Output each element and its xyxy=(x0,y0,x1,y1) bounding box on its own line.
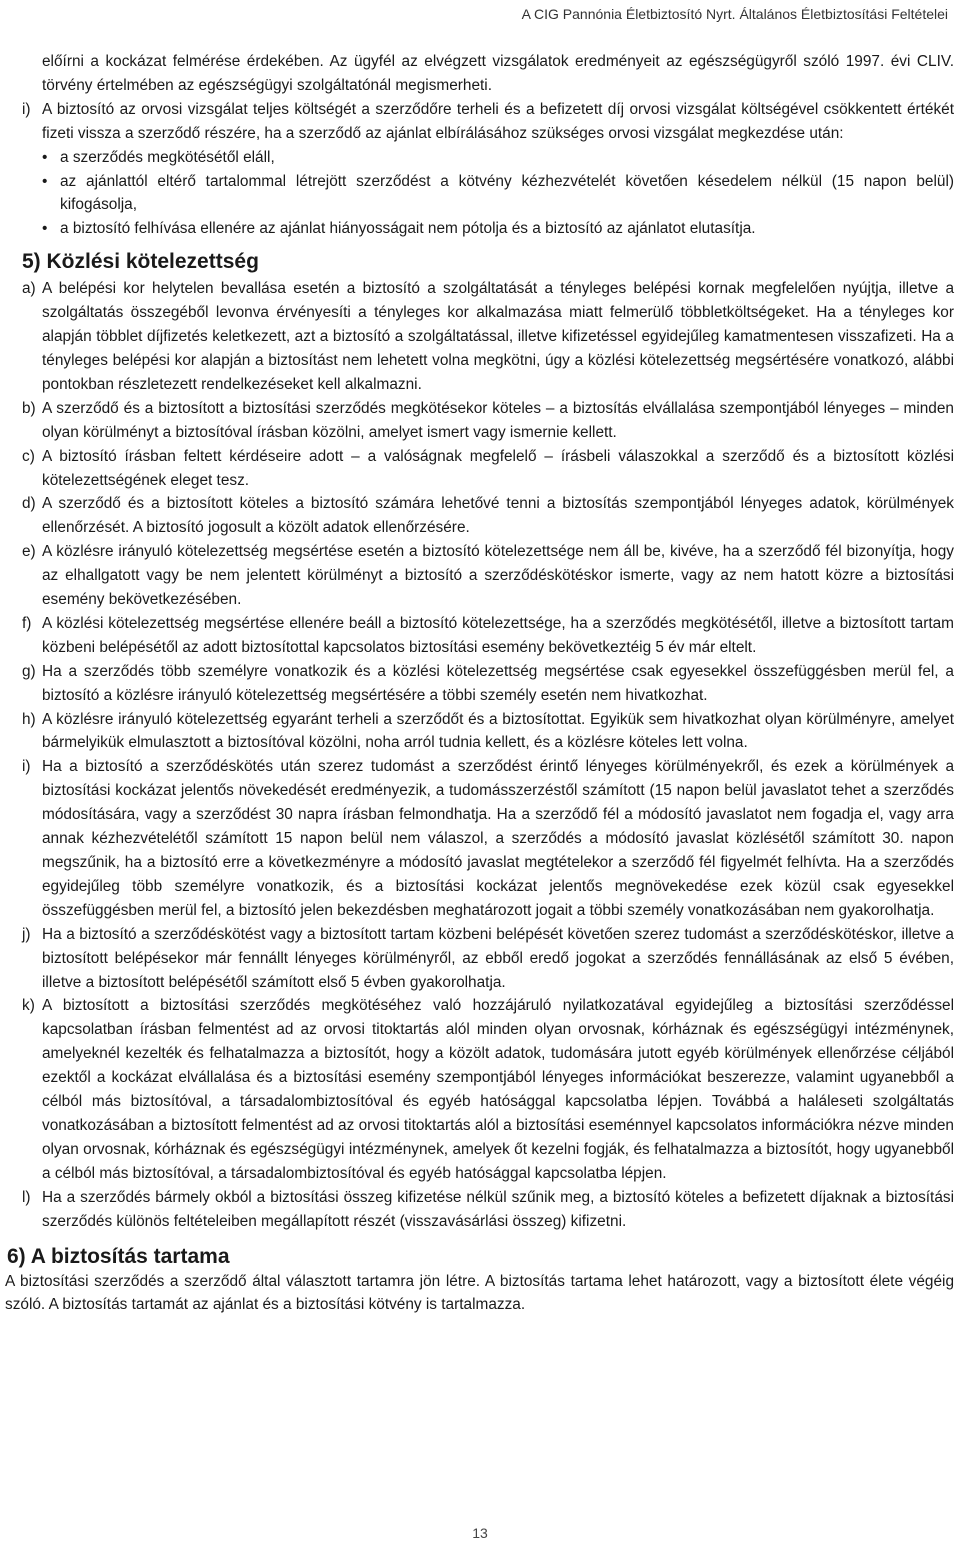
section-item-g xyxy=(22,660,954,708)
item-label: c) xyxy=(22,447,35,465)
page-header: A CIG Pannónia Életbiztosító Nyrt. Általános Életbiztosítási Feltételei xyxy=(521,6,948,22)
item-label: i) xyxy=(22,100,31,118)
section-item-j xyxy=(22,923,954,995)
item-text: A szerződő és a biztosított a biztosítási szerződés megkötésekor köteles – a biztosítás elvállalása szempontjából lényeges – minden olyan körülményt a biztosítóval írásban közölni, amelyet ismert vagy ismernie kellett. xyxy=(42,399,954,441)
item-label: f) xyxy=(22,614,32,632)
item-text: Ha a szerződés több személyre vonatkozik és a közlési kötelezettség megsértése csak egyesekkel összefüggésben merül fel, a biztosító a közlésre irányuló kötelezettség megsértésére a többi személy esetén nem hivatkozhat. xyxy=(42,662,954,704)
item-text: A közlésre irányuló kötelezettség megsértése esetén a biztosító kötelezettsége nem áll be, kivéve, ha a szerződő fél bizonyítja, hogy az elhallgatott vagy be nem jelentett körülményt a biztosító a szerződéskötéskor ismerte, vagy az nem hatott közre a biztosítási esemény bekövetkezésében. xyxy=(42,543,954,609)
section-item-f xyxy=(22,612,954,660)
section-item-b xyxy=(22,397,954,445)
section-item-i xyxy=(22,755,954,922)
item-text: A biztosított a biztosítási szerződés megkötéséhez való hozzájáruló nyilatkozatával egyidejűleg a biztosítási szerződéssel kapcsolatban írásban felmentést ad az orvosi titoktartás alól minden olyan orvosnak, kórháznak és egészségügyi intézménynek, amelyeknél kezelték és felhatalmazza a biztosítót, hogy a közölt adatok, tudomására jutott egyéb körülmények ellenőrzése céljából ezektől a kockázat elvállalása és a biztosítási esemény szempontjából lényeges információkat beszerezze, valamint ugyanebből a célból más biztosítóval, a társadalombiztosítóval és egyéb hatósággal kapcsolatba lépjen. Továbbá a haláleseti szolgáltatás vonatkozásában a biztosított felmentést ad az orvosi titoktartás alól a biztosítási eseménnyel kapcsolatos információkra nézve minden olyan orvosnak, kórháznak és egészségügyi intézménynek, amelyek őt kezelni fogják, és felhatalmazza a biztosítót, hogy ugyanebből a célból más biztosítóval, a társadalombiztosítóval és egyéb hatósággal kapcsolatba lépjen. xyxy=(42,997,954,1182)
bullet-icon: • xyxy=(42,220,48,238)
section-5-items xyxy=(22,277,954,1233)
section-item-k xyxy=(22,994,954,1185)
list-item xyxy=(42,146,954,170)
section-item-e xyxy=(22,540,954,612)
intro-continuation: előírni a kockázat felmérése érdekében. Az ügyfél az elvégzett vizsgálatok eredményeit az egészségügyről szóló 1997. évi CLIV. törvény értelmében az egészségügyi szolgáltatónál megismerheti. xyxy=(42,53,954,94)
bullet-text: a biztosító felhívása ellenére az ajánlat hiányosságait nem pótolja és a biztosító az ajánlatot elutasítja. xyxy=(60,220,756,238)
item-text: Ha a biztosító a szerződéskötés után szerez tudomást a szerződést érintő lényeges körülményekről, és ezek a körülmények a biztosítási kockázat jelentős növekedését eredményezik, a tudomásszerzéstől számított (15 napon belül javaslatot tehet a szerződés módosítására, vagy a szerződést 30 napra írásban felmondhatja. Ha a szerződő fél a módosító javaslatot nem fogadja el, vagy arra annak kézhezvételétől számított 15 napon belül nem válaszol, a szerződés a módosító javaslat közlésétől számított 30. napon megszűnik, ha a biztosító erre a következményre a módosító javaslat megtételekor a szerződő fél figyelmét felhívta. Ha a szerződés egyidejűleg több személyre vonatkozik, és a biztosítási kockázat jelentős megnövekedése ezek közül csak egyesekkel összefüggésben merül fel, a biztosító jelen bekezdésben meghatározott jogait a többi személy vonatkozásában nem gyakorolhatja. xyxy=(42,758,954,919)
item-label: b) xyxy=(22,399,36,417)
intro-item-i xyxy=(22,98,954,146)
page-number: 13 xyxy=(472,1525,488,1541)
bullet-text: a szerződés megkötésétől eláll, xyxy=(60,148,275,166)
item-label: h) xyxy=(22,710,36,728)
bullet-text: az ajánlattól eltérő tartalommal létrejött szerződést a kötvény kézhezvételét követően késedelem nélkül (15 napon belül) kifogásolja, xyxy=(60,172,954,214)
item-label: i) xyxy=(22,758,31,776)
section-6-text: A biztosítási szerződés a szerződő által választott tartamra jön létre. A biztosítás tartama lehet határozott, vagy a biztosított élete végéig szóló. A biztosítás tartamát az ajánlat és a biztosítási kötvény is tartalmazza. xyxy=(5,1272,954,1314)
section-item-d xyxy=(22,492,954,540)
bullet-list xyxy=(22,146,954,242)
item-label: e) xyxy=(22,543,36,561)
item-text: A közlési kötelezettség megsértése ellenére beáll a biztosító kötelezettsége, ha a szerződés megkötésétől, illetve a biztosított tartam közbeni belépésétől az adott biztosítottal kapcsolatos biztosítási esemény bekövetkeztéig 5 év már eltelt. xyxy=(42,614,954,656)
section-item-l xyxy=(22,1186,954,1234)
bullet-icon: • xyxy=(42,148,48,166)
list-item xyxy=(42,170,954,218)
item-text: A biztosító az orvosi vizsgálat teljes költségét a szerződőre terheli és a befizetett díj orvosi vizsgálat költségével csökkentett értékét fizeti vissza a szerződő részére, ha a szerződő az ajánlat elbírálásához szükséges orvosi vizsgálat megkezdése után: xyxy=(42,100,954,142)
item-label: d) xyxy=(22,495,36,513)
bullet-icon: • xyxy=(42,172,48,190)
item-label: l) xyxy=(22,1188,31,1206)
section-item-c xyxy=(22,445,954,493)
item-text: Ha a szerződés bármely okból a biztosítási összeg kifizetése nélkül szűnik meg, a biztosító köteles a befizetett díjaknak a biztosítási szerződés különös feltételeiben megállapított részét (visszavásárlási összeg) kifizetni. xyxy=(42,1188,954,1230)
list-item xyxy=(42,217,954,241)
item-text: Ha a biztosító a szerződéskötést vagy a biztosított tartam közbeni belépését követően szerez tudomást a szerződéskötéskor, illetve a biztosított belépésekor már fennállt lényeges körülményről, az ebből eredő jogokat a szerződés fennállásának az első 5 évében, illetve a biztosított belépésétől számított első 5 évben gyakorolhatja. xyxy=(42,925,954,991)
section-5-heading: 5) Közlési kötelezettség xyxy=(22,250,259,274)
item-text: A biztosító írásban feltett kérdéseire adott – a valóságnak megfelelő – írásbeli válaszokkal a szerződő és a biztosított közlési kötelezettségének eleget tesz. xyxy=(42,447,954,489)
item-label: k) xyxy=(22,997,35,1015)
item-text: A szerződő és a biztosított köteles a biztosító számára lehetővé tenni a biztosítás szempontjából lényeges adatok, körülmények ellenőrzését. A biztosító jogosult a közölt adatok ellenőrzésére. xyxy=(42,495,954,537)
section-item-a xyxy=(22,277,954,397)
section-6-heading: 6) A biztosítás tartama xyxy=(7,1244,230,1268)
document-body xyxy=(5,50,954,1317)
item-label: a) xyxy=(22,280,36,298)
item-label: j) xyxy=(22,925,31,943)
item-text: A belépési kor helytelen bevallása esetén a biztosító a szolgáltatását a tényleges belépési kornak megfelelően nyújtja, illetve a szolgáltatás összegéből levonva érvényesíti a tényleges kor alkalmazása miatt felmerülő többletköltségeket. Ha a tényleges kor alapján többlet díjfizetés keletkezett, azt a biztosító a szolgáltatással, illetve kifizetéssel egyidejűleg kamatmentesen visszafizeti. Ha a tényleges belépési kor alapján a biztosítást nem lehetett volna megkötni, úgy a közlési kötelezettség megsértésére vonatkozó, alábbi pontokban részletezett rendelkezéseket kell alkalmazni. xyxy=(42,280,954,393)
section-item-h xyxy=(22,708,954,756)
item-label: g) xyxy=(22,662,36,680)
item-text: A közlésre irányuló kötelezettség egyaránt terheli a szerződőt és a biztosítottat. Egyikük sem hivatkozhat olyan körülményre, amelyet bármelyikük elmulasztott a biztosítóval közölni, noha arról tudnia kellett, és a közlésre köteles lett volna. xyxy=(42,710,954,752)
